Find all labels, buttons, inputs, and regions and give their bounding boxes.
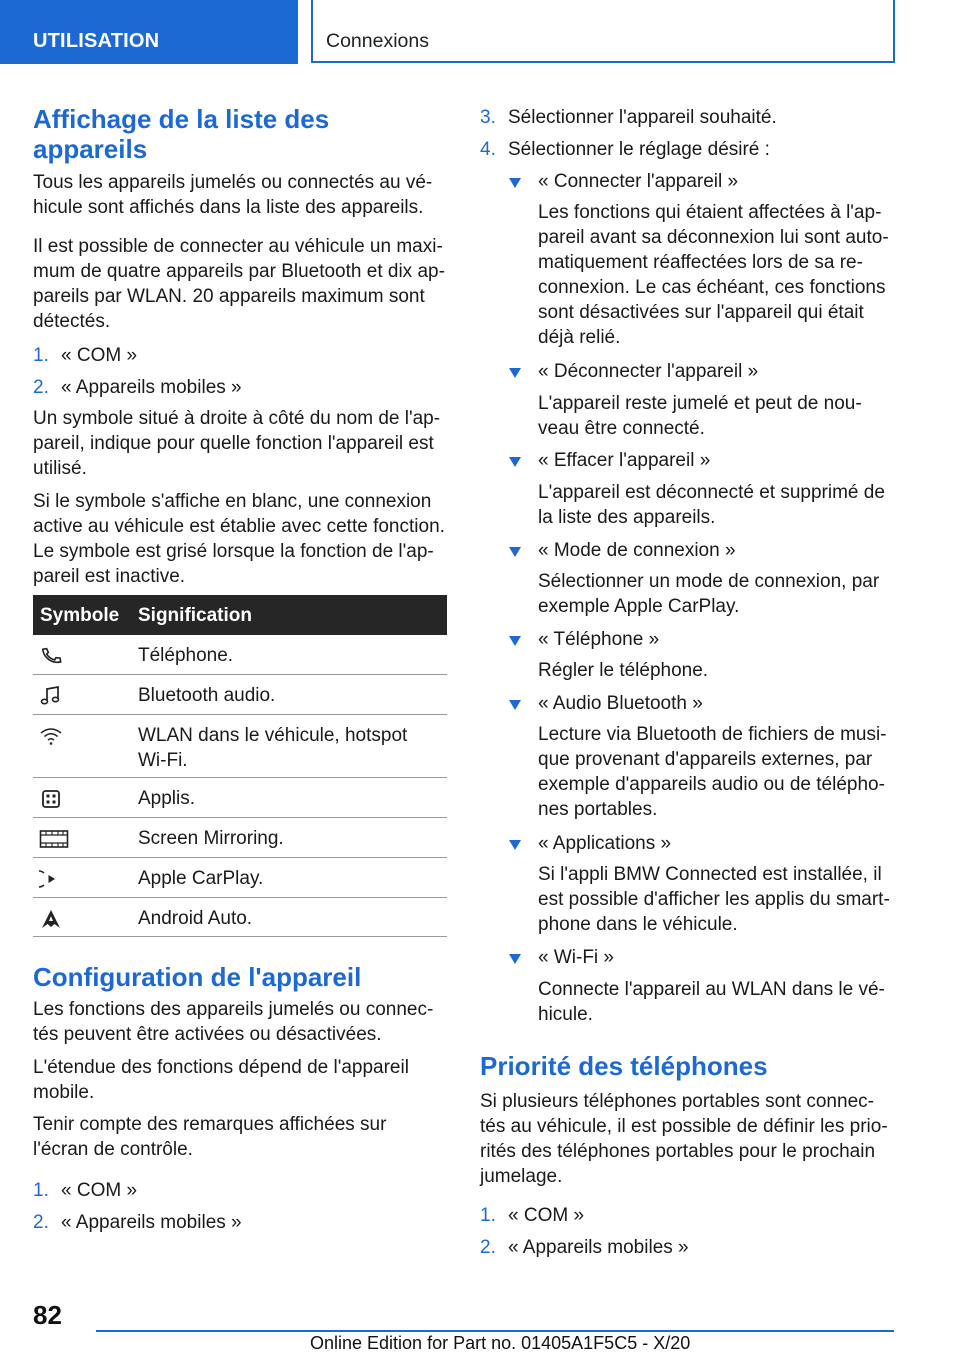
section-title: UTILISATION — [33, 30, 160, 52]
option-label: « Effacer l'appareil » — [538, 450, 711, 471]
step-number: 1. — [33, 345, 49, 366]
table-row — [33, 778, 447, 818]
table-cell-meaning: WLAN dans le véhicule, hotspot Wi-Fi. — [138, 725, 408, 771]
table-cell-meaning: Screen Mirroring. — [138, 828, 284, 849]
option-description: Régler le téléphone. — [538, 660, 709, 681]
option-description: Lecture via Bluetooth de fichiers de musi- que provenant d'appareils externes, par exemple d'appareils audio ou de télépho- nes portables. — [538, 724, 887, 820]
table-row — [33, 898, 447, 937]
bullet-triangle-icon — [509, 368, 521, 378]
column-header-symbol: Symbole — [40, 605, 120, 626]
bullet-triangle-icon — [509, 840, 521, 850]
footer-divider — [96, 1330, 894, 1332]
android-auto-icon — [39, 908, 63, 930]
bullet-triangle-icon — [509, 636, 521, 646]
option-label: « Mode de connexion » — [538, 540, 736, 561]
table-header — [33, 595, 447, 635]
wifi-icon — [39, 725, 63, 747]
option-label: « Déconnecter l'appareil » — [538, 361, 759, 382]
bullet-triangle-icon — [509, 457, 521, 467]
option-label: « Wi-Fi » — [538, 947, 614, 968]
option-description: Sélectionner un mode de connexion, par exemple Apple CarPlay. — [538, 571, 880, 617]
table-row — [33, 818, 447, 858]
table-cell-meaning: Apple CarPlay. — [138, 868, 264, 889]
option-label: « Connecter l'appareil » — [538, 171, 739, 192]
paragraph: Tous les appareils jumelés ou connectés au vé- hicule sont affichés dans la liste des appareils. — [33, 172, 433, 218]
section-heading-phone-priority: Priorité des téléphones — [480, 1051, 768, 1081]
option-label: « Téléphone » — [538, 629, 660, 650]
screen-mirroring-icon — [39, 828, 69, 850]
paragraph: Tenir compte des remarques affichées sur l'écran de contrôle. — [33, 1114, 387, 1160]
chapter-tab — [311, 0, 895, 63]
bullet-triangle-icon — [509, 178, 521, 188]
option-description: L'appareil est déconnecté et supprimé de la liste des appareils. — [538, 482, 885, 528]
paragraph: Il est possible de connecter au véhicule un maxi- mum de quatre appareils par Bluetooth et dix ap- pareils par WLAN. 20 appareils maximum sont détectés. — [33, 236, 445, 332]
table-row — [33, 715, 447, 778]
step-text: « COM » — [61, 1180, 138, 1201]
step-text: « COM » — [61, 345, 138, 366]
option-description: Si l'appli BMW Connected est installée, il est possible d'afficher les applis du smart- phone dans le véhicule. — [538, 864, 890, 935]
table-cell-meaning: Téléphone. — [138, 645, 234, 666]
step-text: « Appareils mobiles » — [508, 1237, 689, 1258]
apps-icon — [39, 788, 63, 810]
edition-note: Online Edition for Part no. 01405A1F5C5 - X/20 — [310, 1333, 691, 1353]
paragraph: Les fonctions des appareils jumelés ou connec- tés peuvent être activées ou désactivées. — [33, 999, 434, 1045]
paragraph: Si le symbole s'affiche en blanc, une connexion active au véhicule est établie avec cette fonction. Le symbole est grisé lorsque la fonction de l'ap- pareil est inactive. — [33, 491, 445, 587]
column-header-meaning: Signification — [138, 605, 252, 626]
step-number: 2. — [480, 1237, 496, 1258]
bullet-triangle-icon — [509, 547, 521, 557]
bullet-triangle-icon — [509, 954, 521, 964]
option-label: « Audio Bluetooth » — [538, 693, 703, 714]
step-number: 1. — [33, 1180, 49, 1201]
option-label: « Applications » — [538, 833, 672, 854]
table-cell-meaning: Bluetooth audio. — [138, 685, 276, 706]
bullet-triangle-icon — [509, 700, 521, 710]
step-text: Sélectionner l'appareil souhaité. — [508, 107, 777, 128]
step-number: 2. — [33, 377, 49, 398]
step-number: 2. — [33, 1212, 49, 1233]
step-text: « COM » — [508, 1205, 585, 1226]
table-row — [33, 675, 447, 715]
table-row — [33, 635, 447, 675]
section-heading-device-configuration: Configuration de l'appareil — [33, 962, 362, 992]
carplay-icon — [39, 868, 63, 890]
section-tab — [0, 0, 298, 64]
step-number: 3. — [480, 107, 496, 128]
phone-icon — [39, 645, 63, 667]
step-number: 4. — [480, 139, 496, 160]
page-number: 82 — [33, 1300, 62, 1330]
option-description: Les fonctions qui étaient affectées à l'ap- pareil avant sa déconnexion lui sont auto- matiquement réaffectées lors de sa re- connexion. Le cas échéant, ces fonctions sont désactivées sur l'appareil qui était déjà relié. — [538, 202, 889, 348]
option-description: Connecte l'appareil au WLAN dans le vé- hicule. — [538, 979, 885, 1025]
table-cell-meaning: Applis. — [138, 788, 196, 809]
section-heading-device-list: Affichage de la liste des appareils — [33, 104, 330, 164]
table-cell-meaning: Android Auto. — [138, 908, 253, 929]
step-number: 1. — [480, 1205, 496, 1226]
option-description: L'appareil reste jumelé et peut de nou- veau être connecté. — [538, 393, 862, 439]
music-note-icon — [39, 685, 63, 707]
step-text: Sélectionner le réglage désiré : — [508, 139, 770, 160]
paragraph: L'étendue des fonctions dépend de l'appareil mobile. — [33, 1057, 409, 1103]
step-text: « Appareils mobiles » — [61, 1212, 242, 1233]
paragraph: Un symbole situé à droite à côté du nom de l'ap- pareil, indique pour quelle fonction l'appareil est utilisé. — [33, 408, 441, 479]
chapter-title: Connexions — [326, 30, 429, 52]
table-row — [33, 858, 447, 898]
paragraph: Si plusieurs téléphones portables sont connec- tés au véhicule, il est possible de définir les prio- rités des téléphones portables pour le prochain jumelage. — [480, 1091, 888, 1187]
step-text: « Appareils mobiles » — [61, 377, 242, 398]
